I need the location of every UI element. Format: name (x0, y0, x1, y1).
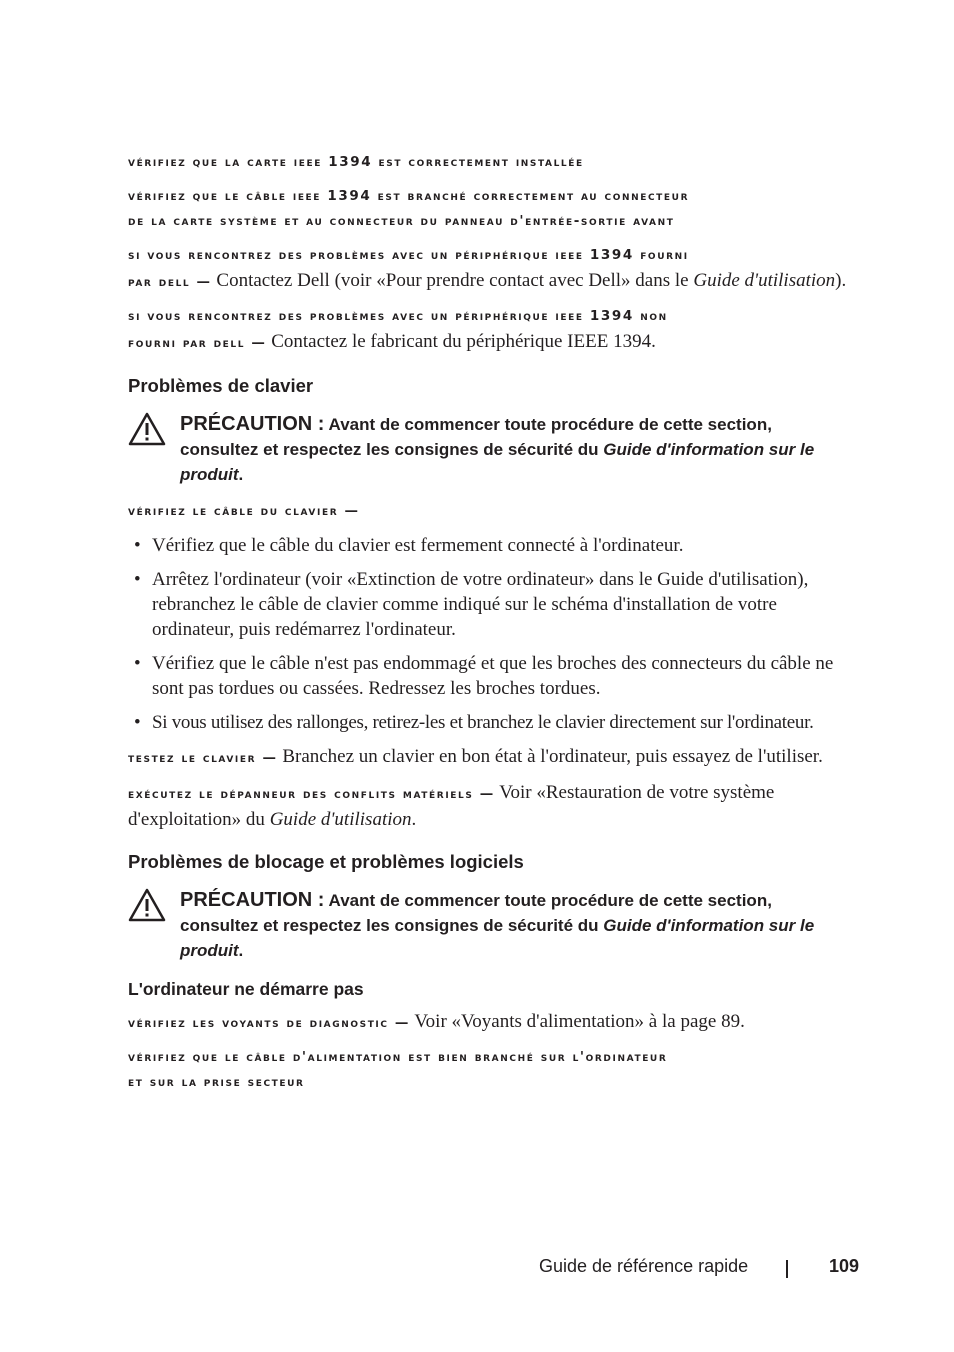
section-keyboard-cable (128, 499, 854, 524)
test-keyboard-paragraph: testez le clavier — Branchez un clavier en bon état à l'ordinateur, puis essayez de l'utiliser. (128, 746, 823, 767)
section-title-lockups: Problèmes de blocage et problèmes logiciels (128, 851, 524, 872)
heading-verify-keyboard-cable: vérifiez le câble du clavier — (128, 503, 360, 519)
keyboard-checklist (128, 533, 854, 735)
footer-title: Guide de référence rapide (539, 1256, 749, 1276)
section-ieee-cable (128, 184, 854, 234)
heading-verify-card: vérifiez que la carte ieee 1394 est correctement installée (128, 154, 584, 170)
caution-text: PRÉCAUTION : Avant de commencer toute procédure de cette section, consultez et respectez les consignes de sécurité du Guide d'information sur le produit. (180, 413, 815, 484)
guide-reference: Guide d'utilisation (269, 809, 412, 830)
dell-device-paragraph: par dell — Contactez Dell (voir «Pour prendre contact avec Dell» dans le Guide d'utilisation). (128, 270, 847, 291)
heading-non-dell-line1: si vous rencontrez des problèmes avec un périphérique ieee 1394 non (128, 308, 668, 324)
section-ieee-card (128, 150, 854, 175)
section-dell-device (128, 243, 854, 295)
heading-test-keyboard: testez le clavier — (128, 750, 278, 766)
caution-label: PRÉCAUTION : (180, 413, 325, 435)
heading-power-cable-line2: et sur la prise secteur (128, 1074, 305, 1090)
list-item: • Arrêtez l'ordinateur (voir «Extinction de votre ordinateur» dans le Guide d'utilisation), rebranchez le câble de clavier comme indiqué sur le schéma d'installation de votre ordinateur, puis redémarrez l'ordinateur. (128, 567, 854, 642)
heading-non-dell-line2: fourni par dell — (128, 335, 267, 351)
heading-verify-cable-line1: vérifiez que le câble ieee 1394 est branché correctement au connecteur (128, 188, 690, 204)
subsection-title-no-start: L'ordinateur ne démarre pas (128, 979, 364, 999)
guide-reference: Guide d'utilisation (693, 270, 836, 291)
heading-dell-device-line1: si vous rencontrez des problèmes avec un périphérique ieee 1394 fourni (128, 247, 689, 263)
list-item: • Vérifiez que le câble n'est pas endommagé et que les broches des connecteurs du câble ne sont pas tordues ou cassées. Redressez les broches tordues. (128, 651, 854, 701)
section-non-dell-device (128, 304, 854, 356)
warning-triangle-icon (128, 412, 166, 446)
caution-notice-2 (128, 888, 854, 963)
heading-dell-device-line2: par dell — (128, 274, 212, 290)
diagnostic-lights-paragraph: vérifiez les voyants de diagnostic — Voir «Voyants d'alimentation» à la page 89. (128, 1011, 745, 1032)
page-number: 109 (829, 1256, 860, 1276)
heading-troubleshooter: exécutez le dépanneur des conflits matériels — (128, 786, 495, 802)
warning-triangle-icon (128, 888, 166, 922)
heading-verify-cable-line2: de la carte système et au connecteur du panneau d'entrée-sortie avant (128, 213, 675, 229)
section-hardware-troubleshooter (128, 780, 854, 832)
product-guide-reference: Guide d'information sur le produit (180, 440, 815, 484)
page-content (128, 150, 854, 1104)
section-title-keyboard: Problèmes de clavier (128, 375, 314, 396)
non-dell-paragraph: fourni par dell — Contactez le fabricant du périphérique IEEE 1394. (128, 331, 656, 352)
caution-label: PRÉCAUTION : (180, 889, 325, 911)
section-power-cable (128, 1045, 854, 1095)
footer-divider (786, 1260, 788, 1278)
section-diagnostic-lights (128, 1009, 854, 1036)
caution-notice-1 (128, 412, 854, 487)
heading-power-cable-line1: vérifiez que le câble d'alimentation est bien branché sur l'ordinateur (128, 1049, 668, 1065)
troubleshooter-paragraph: exécutez le dépanneur des conflits matériels — Voir «Restauration de votre système d'exploitation» du Guide d'utilisation. (128, 782, 775, 830)
product-guide-reference: Guide d'information sur le produit (180, 916, 815, 960)
caution-text: PRÉCAUTION : Avant de commencer toute procédure de cette section, consultez et respectez les consignes de sécurité du Guide d'information sur le produit. (180, 889, 815, 960)
list-item: • Vérifiez que le câble du clavier est fermement connecté à l'ordinateur. (128, 533, 854, 558)
section-test-keyboard (128, 744, 854, 771)
heading-diagnostic-lights: vérifiez les voyants de diagnostic — (128, 1015, 410, 1031)
list-item: • Si vous utilisez des rallonges, retirez-les et branchez le clavier directement sur l'ordinateur. (128, 710, 854, 735)
